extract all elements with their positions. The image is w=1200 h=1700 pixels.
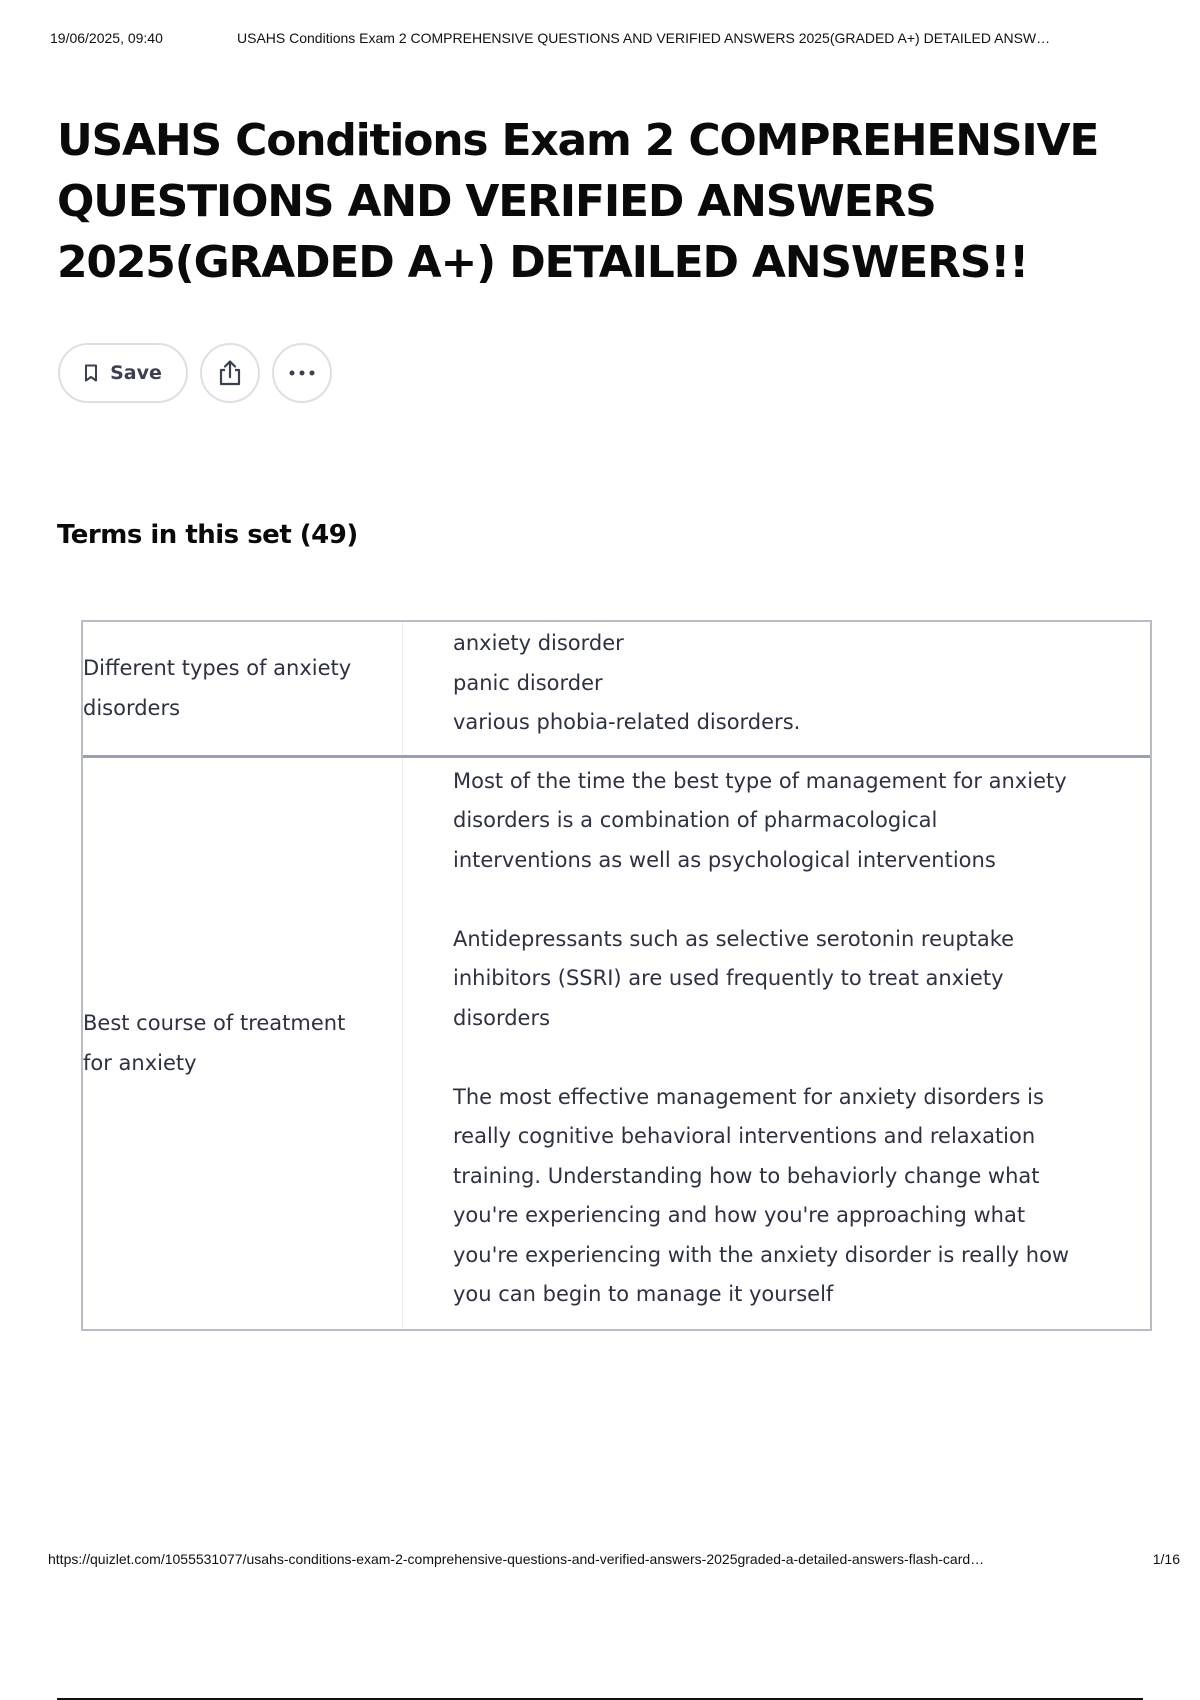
page-number: 1/16 [1152,1551,1180,1567]
definition-paragraph: The most effective management for anxiety disorders is really cognitive behavioral interventions and relaxation training. Understanding how to behaviorly change what you're experiencing and how you're approaching what you're experiencing with the anxiety disorder is really how you can begin to manage it yourself [453,1084,1070,1306]
page-title: USAHS Conditions Exam 2 COMPREHENSIVE QUESTIONS AND VERIFIED ANSWERS 2025(GRADED A+) DETAILED ANSWERS!! [57,115,1099,288]
print-header [50,30,1170,46]
page-url: https://quizlet.com/1055531077/usahs-conditions-exam-2-comprehensive-questions-and-verified-answers-2025graded-a-detailed-answers-flash-card… [48,1551,985,1567]
terms-heading: Terms in this set (49) [57,520,358,550]
definition-paragraph: Most of the time the best type of management for anxiety disorders is a combination of pharmacological interventions as well as psychological interventions [453,768,1067,872]
save-label: Save [110,362,162,384]
share-button[interactable] [200,343,260,403]
print-datetime: 19/06/2025, 09:40 [50,30,163,46]
action-bar [58,343,332,403]
term-row [83,622,1150,755]
print-footer [48,1551,1180,1567]
bookmark-icon [84,364,98,382]
save-button[interactable] [58,343,188,403]
definition-paragraph: Antidepressants such as selective serotonin reuptake inhibitors (SSRI) are used frequently to treat anxiety disorders [453,926,1015,1030]
definition-cell [403,758,1150,1329]
term-text: Different types of anxiety disorders [83,622,403,755]
term-text: Best course of treatment for anxiety [83,758,403,1329]
print-title: USAHS Conditions Exam 2 COMPREHENSIVE QUESTIONS AND VERIFIED ANSWERS 2025(GRADED A+) DETAILED ANSW… [237,30,1051,46]
term-row [83,755,1150,1329]
terms-table [81,620,1152,1331]
share-icon [217,359,243,387]
definition-cell [403,622,1150,755]
definition-text: anxiety disorder panic disorder various phobia-related disorders. [453,631,801,734]
more-horizontal-icon [289,370,315,376]
more-options-button[interactable] [272,343,332,403]
